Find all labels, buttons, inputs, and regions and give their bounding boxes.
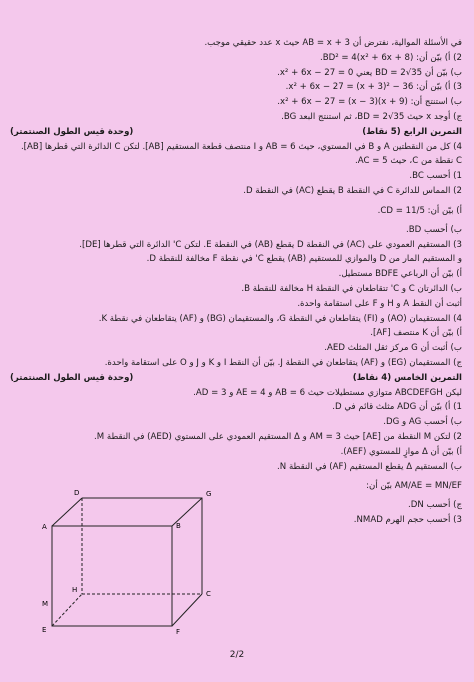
cuboid-edge — [52, 498, 82, 526]
vertex-label: E — [42, 626, 47, 634]
text-line: أ) بيّن أن الرباعي BDFE مستطيل. — [338, 269, 462, 280]
exercise4-unit: (وحدة قيس الطول الصنتمتر) — [10, 126, 134, 137]
text-line: 1) أ) بيّن أن ADG مثلث قائم في D. — [332, 402, 462, 413]
text-line: ليكن ABCDEFGH متوازي مستطيلات حيث AB = 6 و AE = 4 و AD = 3. — [193, 387, 462, 398]
vertex-label: G — [206, 490, 212, 498]
text-line: 3) المستقيم العمودي على (AC) في النقطة D يقطع (AB) في النقطة E. لتكن C' الدائرة التي قطرها [DE]. — [79, 239, 462, 250]
vertex-label: A — [42, 523, 47, 531]
text-line: 2) أ) بيّن أن: BD² = 4(x² + 6x + 8). — [319, 52, 462, 63]
text-line: 2) المماس للدائرة C في النقطة B يقطع (AC) في النقطة D. — [243, 185, 462, 196]
text-line: ب) بيّن أن BD = 2√35 يعني x² + 6x − 27 = 0. — [277, 67, 462, 78]
cuboid-front-face — [52, 526, 172, 626]
cuboid-edge — [172, 594, 202, 626]
exam-text — [10, 36, 462, 528]
cuboid-back-edges — [82, 498, 202, 594]
cuboid-hidden-edge — [52, 594, 82, 626]
text-line: 3) أ) بيّن أن: x² + 6x − 27 = (x + 3)² − 36. — [285, 82, 462, 93]
text-line: 3) أحسب حجم الهرم NMAD. — [353, 515, 462, 526]
text-line: 1) أحسب BC. — [409, 171, 462, 182]
text-line: 4) كل من النقطتين A و B في المستوي، حيث AB = 6 و I منتصف قطعة المستقيم [AB]. لتكن C الدائرة التي قطرها [AB]. — [20, 141, 462, 152]
vertex-label: M — [42, 600, 49, 608]
text-line: أ) بيّن أن K منتصف [AF]. — [370, 328, 462, 339]
exercise4-header — [10, 125, 462, 140]
page-number: 2/2 — [229, 650, 245, 660]
text-line: ب) أحسب AG و DG. — [383, 417, 462, 428]
exercise5-unit: (وحدة قيس الطول الصنتمتر) — [10, 372, 134, 383]
vertex-label: C — [206, 590, 211, 598]
text-line: ب) أحسب BD. — [406, 224, 462, 235]
text-line: ب) أثبت أن G مركز ثقل المثلث AED. — [324, 343, 462, 354]
text-line: ب) المستقيم Δ يقطع المستقيم (AF) في النقطة N. — [277, 461, 462, 472]
vertex-label: B — [176, 522, 181, 530]
text-line: AM/AE = MN/EF بيّن أن: — [366, 481, 462, 492]
text-line: ب) الدائرتان C و C' تتقاطعان في النقطة H مخالفة للنقطة B. — [241, 283, 462, 294]
text-line: 4) المستقيمان (AO) و (FI) يتقاطعان في النقطة G، والمستقيمان (BG) و (AF) يتقاطعان في نقطة K. — [98, 313, 462, 324]
text-line: أثبت أن النقط A و H و F على استقامة واحدة. — [297, 298, 462, 309]
exercise4-title: التمرين الرابع (5 نقاط) — [362, 126, 462, 137]
text-line: ج) أحسب DN. — [408, 500, 462, 511]
text-line: 2) لتكن M النقطة من [AE] حيث AM = 3 و Δ المستقيم العمودي على المستوي (AED) في النقطة M. — [93, 431, 462, 442]
text-line: أ) بيّن أن Δ موازٍ للمستوي (AEF). — [340, 446, 462, 457]
text-line: ب) استنتج أن: x² + 6x − 27 = (x − 3)(x + 9). — [277, 97, 462, 108]
vertex-label: H — [72, 586, 78, 594]
text-line: ج) أوجد x حيث BD = 2√35، ثم استنتج البعد BG. — [281, 111, 462, 122]
text-line: ج) المستقيمان (EG) و (AF) يتقاطعان في النقطة J. بيّن أن النقط I و K و J و O على استقامة واحدة. — [104, 357, 462, 368]
text-line: و المستقيم المار من D والموازي للمستقيم (AB) يقطع C' في نقطة F مخالفة للنقطة D. — [146, 254, 462, 265]
exercise5-title: التمرين الخامس (4 نقاط) — [352, 372, 462, 383]
exercise5-header — [10, 371, 462, 386]
vertex-label: F — [176, 628, 181, 636]
cuboid-figure — [22, 486, 222, 638]
text-line: أ) بيّن أن: CD = 11/5. — [377, 205, 462, 216]
text-line: C نقطة من C، حيث AC = 5. — [355, 156, 462, 167]
text-line: في الأسئلة الموالية، نفترض أن AB = x + 3 حيث x عدد حقيقي موجب. — [204, 38, 462, 48]
vertex-label: D — [74, 489, 80, 497]
